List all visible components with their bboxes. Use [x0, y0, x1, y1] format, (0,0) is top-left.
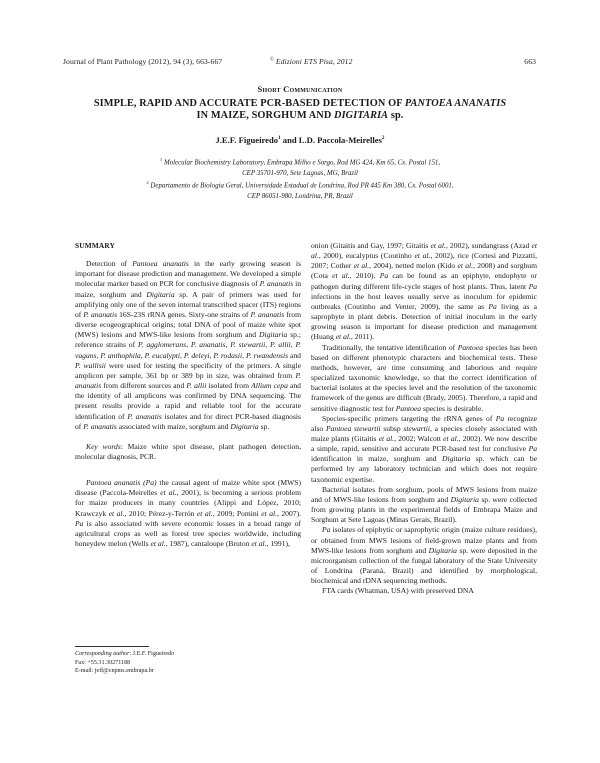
- footnote-rule: [75, 646, 149, 647]
- author-list: J.E.F. Figueiredo$^1$ and L.D. Paccola-Meirelles$^2$: [215, 135, 385, 145]
- summary-heading: SUMMARY: [75, 241, 116, 250]
- email: E-mail: jeff@cnpms.embrapa.br: [75, 668, 154, 675]
- body-paragraph: onion (Gitaitis and Gay, 1997; Gitaitis et al., 2002), sundangrass (Azad et al., 2000), eucalyptus (Coutinho et al., 2002), rice (Cortesi and Pizzatti, 2007; Cother et al., 2004), netted melon (Kido et al., 2008) and sorghum (Cota et al., 2010). Pa can be found as an epiphyte, endophyte or pathogen during different life-cycle stages of host plants. Thus, latent Pa infections in the host leaves usually serve as inoculum for epidemic outbreaks (Coutinho and Venter, 2009), the same as Pa living as a saprophyte in plant debris. Detection of initial inoculum in the early growing season is important for disease prediction and management (Huang et al., 2011).: [311, 241, 538, 342]
- affiliation-1: $^1$ Molecular Biochemistry Laboratory, Embrapa Milho e Sorgo, Rod MG 424, Km 65, Cx. Postal 151, CEP 35701-970, Sete Lagoas, MG, Brazil: [159, 157, 441, 177]
- left-column: [75, 241, 301, 549]
- section-label: Short Communication: [257, 84, 343, 94]
- author-2: L.D. Paccola-Meirelles: [298, 135, 382, 145]
- page-number: 663: [524, 57, 536, 66]
- right-column: [311, 241, 537, 596]
- body-paragraph: FTA cards (Whatman, USA) with preserved DNA: [322, 586, 474, 596]
- body-paragraph: Traditionally, the tentative identification of Pantoea species has been based on different phenotypic characters and biochemical tests. These methods, however, are time consuming and laborious and require specialized taxonomic knowledge, so that the correct identification of bacterial isolates at the species level and the resolution of the taxonomic framework of the genus are difficult (Brady, 2005). Therefore, a rapid and sensitive diagnostic test for Pantoea species is desirable.: [311, 342, 537, 413]
- journal-citation: Journal of Plant Pathology (2012), 94 (3), 663-667: [63, 57, 223, 66]
- body-paragraph: Pa isolates of epiphytic or saprophytic origin (maize culture residues), or obtained from MWS lesions of field-grown maize plants and from MWS-like lesions from sorghum and Digitaria sp. were deposited in the microorganism collection of the fungal laboratory of the State University of Londrina (Paraná, Brazil) and identified by morphological, biochemical and rDNA sequencing methods.: [311, 525, 537, 586]
- intro-paragraph: Pantoea ananatis (Pa) the causal agent of maize white spot (MWS) disease (Paccola-Meirelles et al., 2001), is becoming a serious problem for maize producers in many countries (Alippi and López, 2010; Krawczyk et al., 2010; Pérez-y-Terrón et al., 2009; Pomini et al., 2007). Pa is also associated with severe economic losses in a broad range of agricultural crops as well as forest tree species worldwide, including honeydew melon (Wells et al., 1987), cantaloupe (Bruton et al., 1991),: [75, 478, 302, 549]
- corresponding-author-footnote: Corresponding author: J.E.F. Figueiredo Fax: +55.31.30271188 E-mail: jeff@cnpms.embrapa.br: [75, 651, 175, 675]
- fax: Fax: +55.31.30271188: [75, 659, 131, 666]
- body-paragraph: Species-specific primers targeting the rRNA genes of Pa recognize also Pantoea stewartii subsp stewartii, a species closely associated with maize plants (Gitaitis et al., 2002; Walcott et al., 2002). We now describe a simple, rapid, sensitive and accurate PCR-based test for conclusive Pa identification in maize, sorghum and Digitaria sp. which can be performed by any laboratory technician and which does not require taxonomic expertise.: [311, 413, 538, 484]
- article-title: SIMPLE, RAPID AND ACCURATE PCR-BASED DETECTION OF PANTOEA ANANATIS IN MAIZE, SORGHUM AND DIGITARIA sp.: [93, 98, 507, 121]
- publisher-line: [270, 57, 352, 66]
- body-paragraph: Bacterial isolates from sorghum, pools of MWS lesions from maize and of MWS-like lesions from sorghum and Digitaria sp. were collected from growing plants in the experimental fields of Embrapa Maize and Sorghum at Sete Lagoas (Minas Gerais, Brazil).: [311, 484, 537, 525]
- affiliation-2: $^2$ Departamento de Biologia Geral, Universidade Estadual de Londrina, Rod PR 445 Km 380, Cx. Postal 6001, CEP 86051-980, Londrina, PR, Brazil: [146, 180, 454, 200]
- publisher-name: Edizioni ETS Pisa, 2012: [275, 57, 353, 66]
- publisher-mark: ©: [270, 57, 274, 63]
- keywords: Key words: Maize white spot disease, plant pathogen detection, molecular diagnosis, PCR.: [75, 441, 301, 461]
- author-1: J.E.F. Figueiredo: [215, 135, 279, 145]
- summary-paragraph: Detection of Pantoea ananatis in the early growing season is important for disease prediction and management. We developed a simple molecular marker based on PCR for conclusive diagnosis of P. ananatis in maize, sorghum and Digitaria sp. A pair of primers was used for amplifying only one of the seven internal transcribed spacer (ITS) regions of P. ananatis 16S-23S rRNA genes. Sixty-one strains of P. ananatis from diverse ecogeographical origins; total DNA of pool of maize white spot (MWS) lesions and MWS-like lesions from sorghum and Digitaria sp.; reference strains of P. agglomerans, P. ananatis, P. stewartii, P. allii, P. vagans, P. anthophila, P. eucalypti, P. deleyi, P. rodasii, P. rwandensis and P. wallisii were used for testing the specificity of the primers. A single amplicon per sample, 361 bp or 389 bp in size, was obtained from P. ananatis from different sources and P. allii isolated from Allium cepa and the identity of all amplicons was confirmed by DNA sequencing. The present results provide a rapid and reliable tool for the accurate identification of P. ananatis isolates and for direct PCR-based diagnosis of P. ananatis associated with maize, sorghum and Digitaria sp.: [75, 259, 302, 431]
